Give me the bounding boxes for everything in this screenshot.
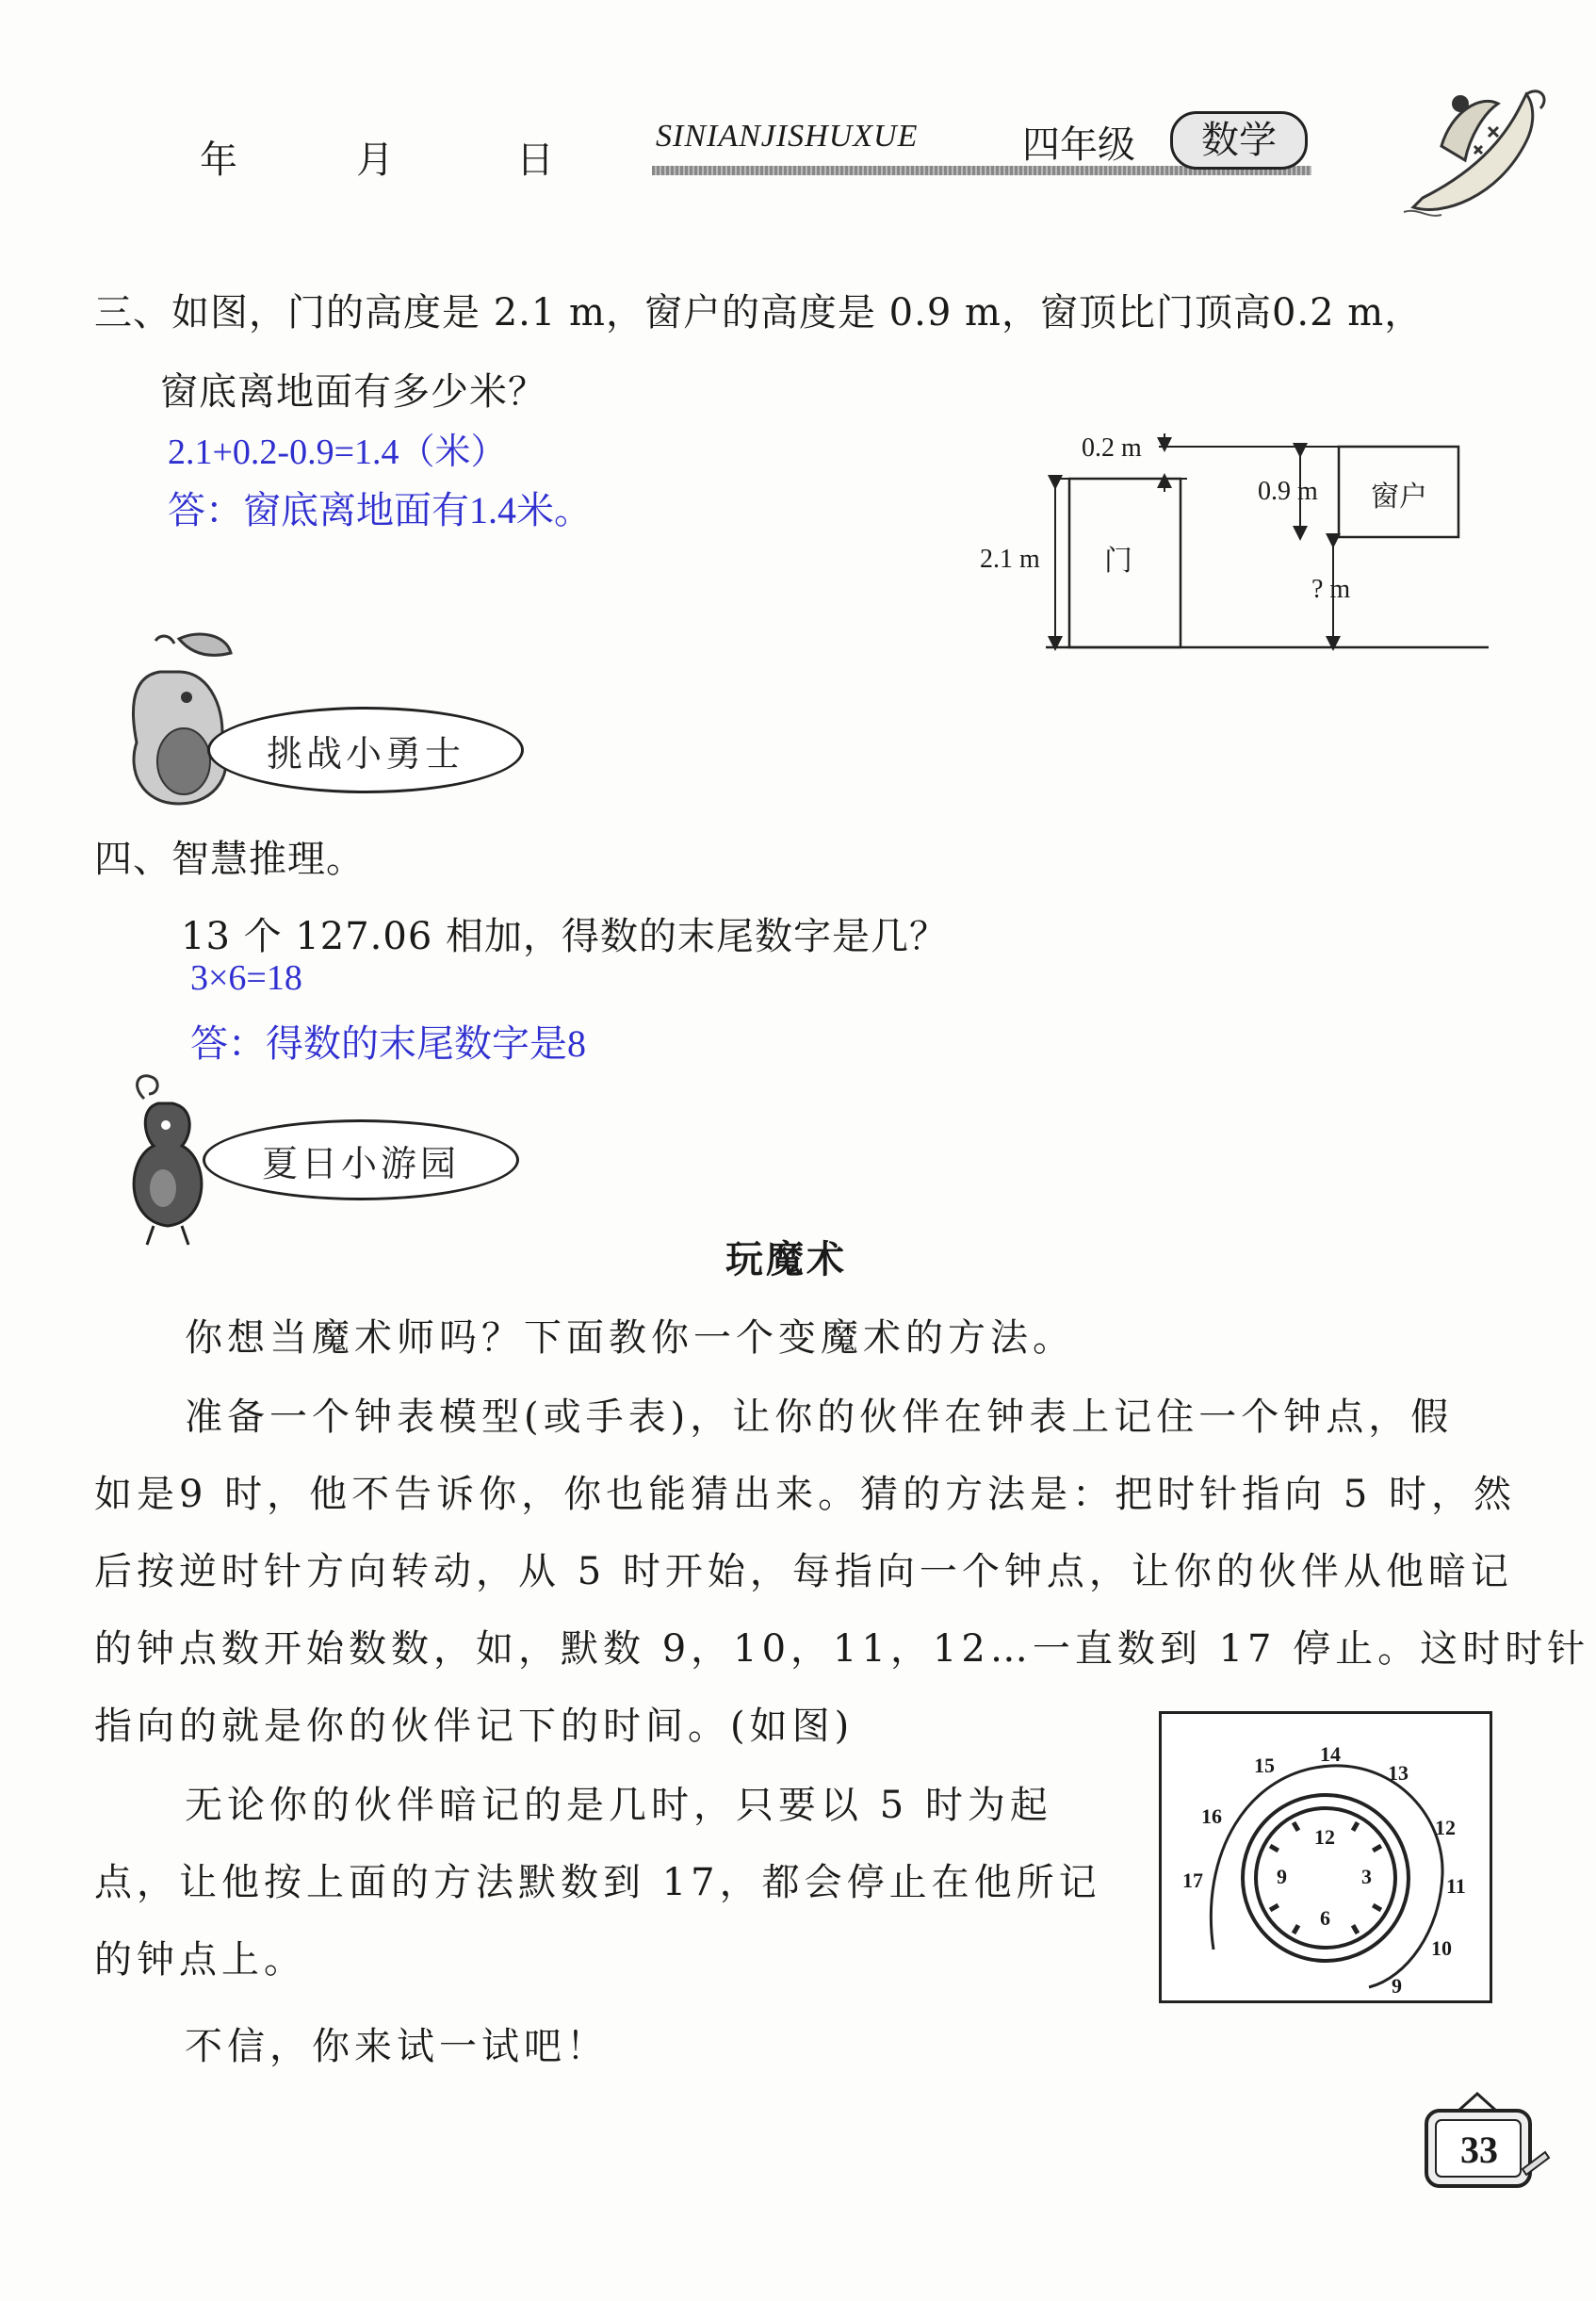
label-unknown-height: ? m <box>1311 575 1351 604</box>
spiral-label-9: 9 <box>1392 1974 1402 1998</box>
label-gap-0.2m: 0.2 m <box>1082 433 1142 463</box>
spiral-label-15: 15 <box>1254 1754 1275 1777</box>
label-window: 窗户 <box>1371 481 1427 514</box>
article-title: 玩魔术 <box>725 1238 847 1281</box>
article-p2-line2: 如是9 时，他不告诉你，你也能猜出来。猜的方法是：把时针指向 5 时，然 <box>94 1473 1517 1516</box>
spiral-label-11: 11 <box>1446 1874 1466 1898</box>
clock-face-6: 6 <box>1320 1906 1330 1930</box>
spiral-label-13: 13 <box>1388 1761 1409 1785</box>
article-p2-line5: 指向的就是你的伙伴记下的时间。(如图) <box>94 1705 855 1748</box>
page-number: 33 <box>1460 2129 1498 2171</box>
article-p3-line3: 的钟点上。 <box>94 1938 306 1982</box>
page-number-board <box>1421 2090 1534 2184</box>
date-month-label: 月 <box>356 139 394 182</box>
date-year-label: 年 <box>200 139 237 182</box>
q4-title: 四、智慧推理。 <box>94 838 365 881</box>
clock-face-3: 3 <box>1361 1865 1372 1888</box>
q4-question: 13 个 127.06 相加，得数的末尾数字是几？ <box>181 915 949 958</box>
series-title: SINIANJISHUXUE <box>656 119 919 154</box>
article-p2-line4: 的钟点数开始数数，如，默数 9，10，11，12…一直数到 17 停止。这时时针 <box>94 1627 1590 1671</box>
summer-section-label: 夏日小游园 <box>203 1119 519 1200</box>
article-p2-line1: 准备一个钟表模型(或手表)，让你的伙伴在钟表上记住一个钟点，假 <box>185 1395 1454 1439</box>
label-door: 门 <box>1104 545 1132 578</box>
door-window-diagram <box>980 433 1507 660</box>
spiral-label-10: 10 <box>1431 1936 1452 1960</box>
q3-answer-calc: 2.1+0.2-0.9=1.4（米） <box>168 432 507 472</box>
article-p3-line2: 点，让他按上面的方法默数到 17，都会停止在他所记 <box>94 1861 1101 1904</box>
q3-question-line1: 三、如图，门的高度是 2.1 m，窗户的高度是 0.9 m，窗顶比门顶高0.2 m， <box>94 291 1424 335</box>
spiral-label-14: 14 <box>1320 1742 1341 1766</box>
grade-label: 四年级 <box>1022 123 1135 167</box>
clock-face-9: 9 <box>1277 1865 1287 1888</box>
article-p2-line3: 后按逆时针方向转动，从 5 时开始，每指向一个钟点，让你的伙伴从他暗记 <box>94 1550 1513 1593</box>
spiral-label-16: 16 <box>1201 1804 1222 1828</box>
spiral-label-17: 17 <box>1182 1869 1203 1892</box>
label-door-height: 2.1 m <box>980 545 1040 574</box>
pear-mascot-icon <box>122 629 245 808</box>
q4-answer-calc: 3×6=18 <box>190 958 302 998</box>
date-day-label: 日 <box>516 139 554 182</box>
article-paragraph-1: 你想当魔术师吗？下面教你一个变魔术的方法。 <box>185 1316 1075 1360</box>
spiral-label-12: 12 <box>1435 1816 1456 1839</box>
article-paragraph-4: 不信，你来试一试吧！ <box>185 2025 609 2068</box>
q3-answer-text: 答：窗底离地面有1.4米。 <box>168 489 592 531</box>
clock-figure <box>1159 1711 1492 2003</box>
q4-answer-text: 答：得数的末尾数字是8 <box>190 1022 586 1065</box>
clock-face-12: 12 <box>1314 1825 1335 1849</box>
article-p3-line1: 无论你的伙伴暗记的是几时，只要以 5 时为起 <box>185 1784 1052 1827</box>
banana-mascot-icon <box>1385 57 1555 236</box>
q3-question-line2: 窗底离地面有多少米？ <box>160 370 546 414</box>
label-window-height: 0.9 m <box>1258 477 1318 506</box>
subject-badge: 数学 <box>1170 111 1308 170</box>
challenge-section-label: 挑战小勇士 <box>207 707 524 793</box>
